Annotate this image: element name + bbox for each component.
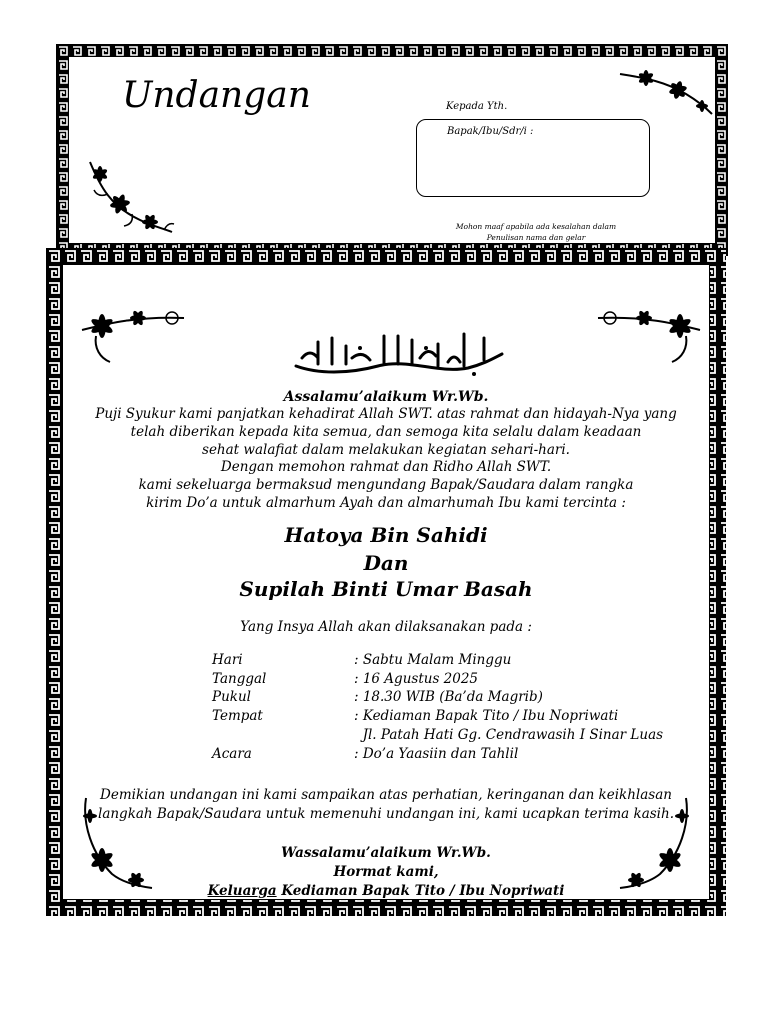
signature-rest: Kediaman Bapak Tito / Ibu Nopriwati [276,883,565,899]
detail-value: : 16 Agustus 2025 [354,671,479,687]
schedule-details [212,652,712,772]
closing-salam: Wassalamu’alaikum Wr.Wb. [281,845,491,861]
closing-line-2: langkah Bapak/Saudara untuk memenuhi undangan ini, kami ucapkan terima kasih. [98,806,674,822]
detail-label: Tanggal [212,671,267,687]
cover-title: Undangan [122,75,311,116]
basmalah-calligraphy-icon [288,328,508,380]
recipient-label: Bapak/Ibu/Sdr/i : [447,126,534,137]
body-paragraph [46,406,726,513]
recipient-box [416,119,650,197]
detail-row-address [212,727,768,747]
cover-card [56,44,728,256]
letter-card [46,248,726,916]
detail-row-tanggal [212,671,768,691]
to-label: Kepada Yth. [446,101,508,112]
detail-value: : 18.30 WIB (Ba’da Magrib) [354,689,543,705]
body-line: telah diberikan kepada kita semua, dan semoga kita selalu dalam keadaan [130,423,642,440]
detail-row-tempat [212,708,768,728]
body-line: Dengan memohon rahmat dan Ridho Allah SWT. [220,459,552,476]
floral-ornament-icon [80,156,176,242]
floral-ornament-icon [594,296,706,370]
detail-label: Acara [212,746,252,762]
deceased-name-1: Hatoya Bin Sahidi [284,523,488,547]
detail-row-acara [212,746,768,766]
detail-label: Pukul [212,689,251,705]
schedule-intro: Yang Insya Allah akan dilaksanakan pada : [240,619,532,635]
detail-label: Tempat [212,708,263,724]
detail-value: : Sabtu Malam Minggu [354,652,512,668]
apology-line-1: Mohon maaf apabila ada kesalahan dalam [455,222,617,231]
detail-row-pukul [212,689,768,709]
body-line: Puji Syukur kami panjatkan kehadirat Allah SWT. atas rahmat dan hidayah-Nya yang [95,406,677,422]
apology-line-2: Penulisan nama dan gelar [486,233,586,242]
closing-line-1: Demikian undangan ini kami sampaikan atas perhatian, keringanan dan keikhlasan [100,787,672,803]
signature [46,882,726,901]
opening-greeting: Assalamu’alaikum Wr.Wb. [283,389,489,405]
floral-ornament-icon [616,64,716,116]
deceased-name-2: Supilah Binti Umar Basah [239,577,533,601]
detail-value: : Do’a Yaasiin dan Tahlil [354,746,519,762]
signature-underlined: Keluarga [207,883,277,899]
floral-ornament-icon [76,296,188,370]
detail-value: : Kediaman Bapak Tito / Ibu Nopriwati [354,708,619,724]
body-line: kirim Do’a untuk almarhum Ayah dan almarhumah Ibu kami tercinta : [146,494,626,511]
name-conjunction: Dan [363,551,409,575]
closing-paragraph [46,786,726,824]
body-line: kami sekeluarga bermaksud mengundang Bapak/Saudara dalam rangka [138,477,634,494]
detail-row-hari [212,652,768,672]
body-line: sehat walafiat dalam melakukan kegiatan sehari-hari. [202,441,570,458]
regards: Hormat kami, [333,864,439,880]
detail-label: Hari [212,652,243,668]
detail-value: Jl. Patah Hati Gg. Cendrawasih I Sinar Luas [354,727,664,743]
apology-note [416,221,656,243]
